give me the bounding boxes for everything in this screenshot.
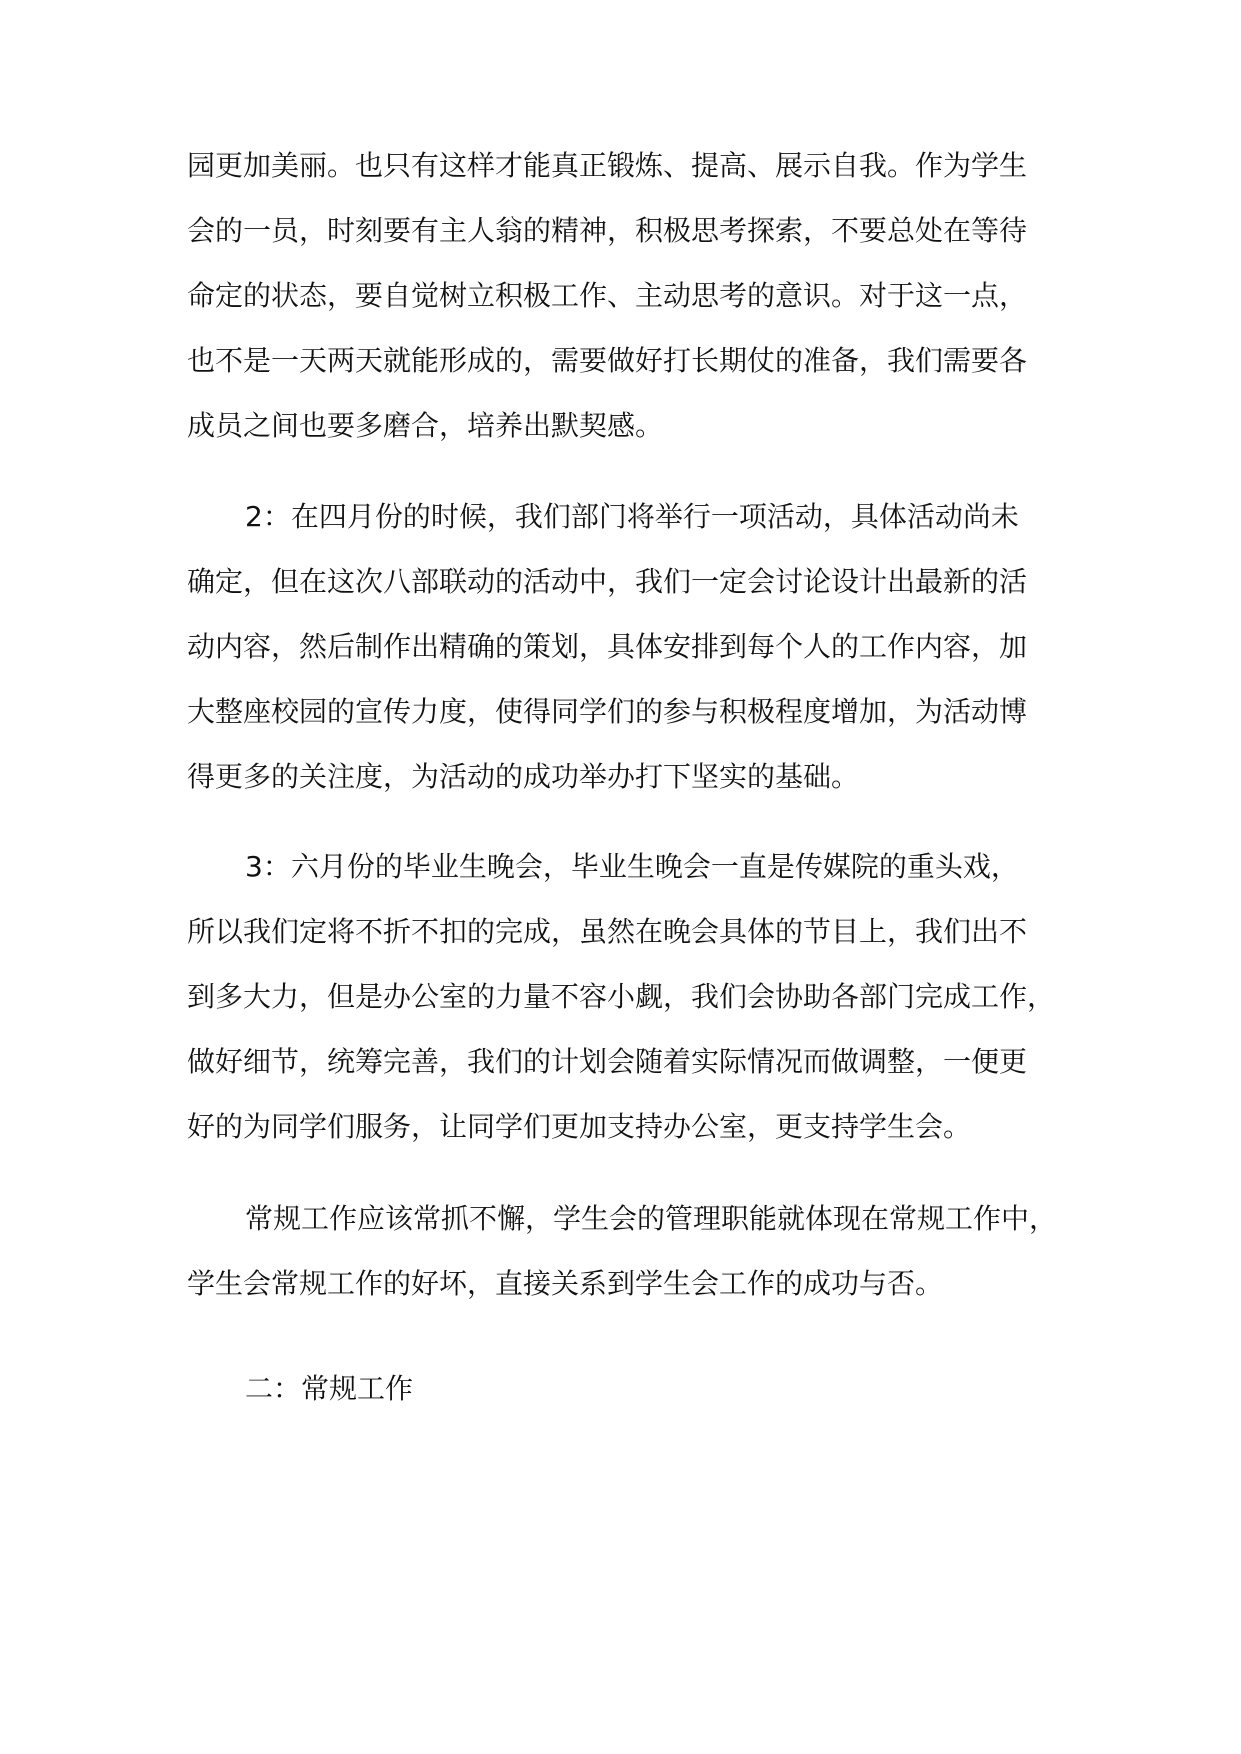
- paragraph-line: 所以我们定将不折不扣的完成，虽然在晚会具体的节目上，我们出不: [187, 915, 1028, 948]
- paragraph-line: 大整座校园的宣传力度，使得同学们的参与积极程度增加，为活动博: [187, 695, 1028, 728]
- paragraph-line: 会的一员，时刻要有主人翁的精神，积极思考探索，不要总处在等待: [187, 214, 1028, 247]
- paragraph-line: 确定，但在这次八部联动的活动中，我们一定会讨论设计出最新的活: [187, 565, 1028, 598]
- heading-line: 二：常规工作: [245, 1372, 414, 1405]
- paragraph-graduation-gala: [187, 834, 1067, 1159]
- paragraph-line: 成员之间也要多磨合，培养出默契感。: [187, 409, 664, 442]
- paragraph-line: 常规工作应该常抓不懈，学生会的管理职能就体现在常规工作中，: [245, 1202, 1058, 1235]
- paragraph-line: 2：在四月份的时候，我们部门将举行一项活动，具体活动尚未: [245, 500, 1019, 533]
- paragraph-april-activity: [187, 484, 1067, 809]
- paragraph-line: 也不是一天两天就能形成的，需要做好打长期仗的准备，我们需要各: [187, 344, 1028, 377]
- paragraph-line: 好的为同学们服务，让同学们更加支持办公室，更支持学生会。: [187, 1110, 972, 1143]
- paragraph-line: 到多大力，但是办公室的力量不容小觑，我们会协助各部门完成工作，: [187, 980, 1056, 1013]
- paragraph-line: 学生会常规工作的好坏，直接关系到学生会工作的成功与否。: [187, 1267, 944, 1300]
- paragraph-line: 命定的状态，要自觉树立积极工作、主动思考的意识。对于这一点，: [187, 279, 1028, 312]
- paragraph-line: 园更加美丽。也只有这样才能真正锻炼、提高、展示自我。作为学生: [187, 149, 1028, 182]
- paragraph-line: 3：六月份的毕业生晚会，毕业生晚会一直是传媒院的重头戏，: [245, 850, 1019, 883]
- paragraph-routine-work-summary: [187, 1186, 1067, 1316]
- paragraph-line: 得更多的关注度，为活动的成功举办打下坚实的基础。: [187, 760, 860, 793]
- section-heading-routine-work: [187, 1356, 1067, 1421]
- paragraph-line: 做好细节，统筹完善，我们的计划会随着实际情况而做调整，一便更: [187, 1045, 1028, 1078]
- paragraph-line: 动内容，然后制作出精确的策划，具体安排到每个人的工作内容，加: [187, 630, 1028, 663]
- paragraph-self-growth: [187, 133, 1067, 458]
